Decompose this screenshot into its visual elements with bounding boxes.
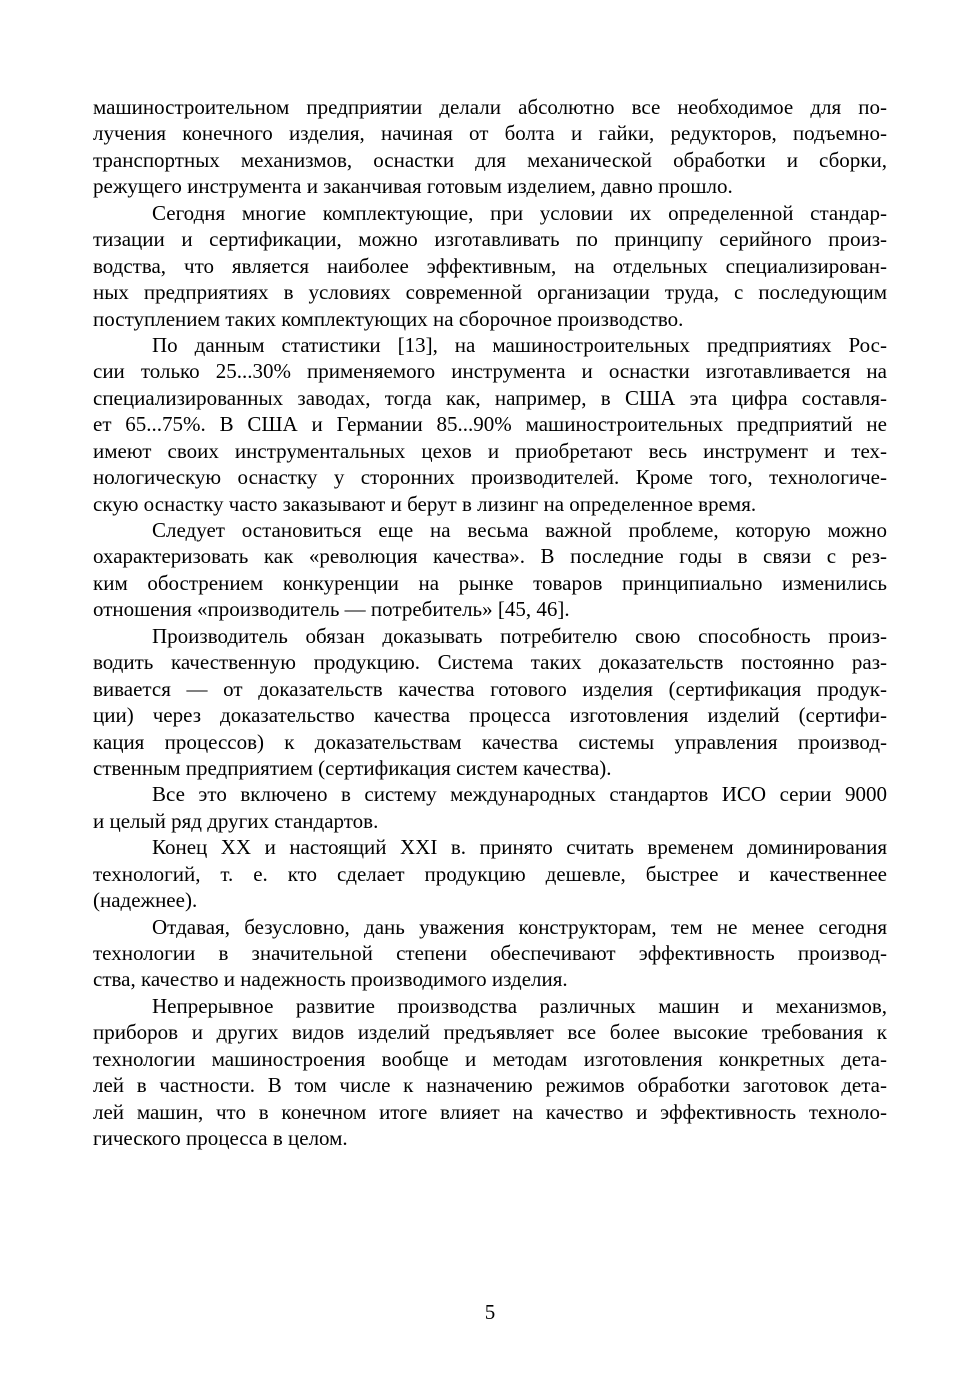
paragraph-line	[93, 1099, 887, 1125]
paragraph-line	[93, 834, 887, 860]
line-text: вивается — от доказательств качества готового изделия (сертификация продук-	[93, 676, 887, 701]
line-text: режущего инструмента и заканчивая готовым изделием, давно прошло.	[93, 174, 733, 199]
paragraph-line	[93, 570, 887, 596]
page-number: 5	[484, 1300, 496, 1324]
body-text	[93, 94, 887, 1152]
line-text: ных предприятиях в условиях современной организации труда, с последующим	[93, 280, 887, 305]
line-text: ства, качество и надежность производимого изделия.	[93, 967, 568, 992]
line-text: специализированных заводах, тогда как, например, в США эта цифра составля-	[93, 385, 887, 410]
line-text: технологии в значительной степени обеспечивают эффективность производ-	[93, 941, 887, 965]
line-text: лей в частности. В том числе к назначению режимов обработки заготовок дета-	[93, 1073, 887, 1098]
line-text: и целый ряд других стандартов.	[93, 808, 379, 833]
line-text: охарактеризовать как «революция качества». В последние годы в связи с рез-	[93, 544, 887, 569]
paragraph-line	[93, 781, 887, 807]
line-text: (надежнее).	[93, 888, 198, 913]
line-text: Конец XX и настоящий XXI в. принято считать временем доминирования	[152, 835, 887, 860]
paragraph-line	[93, 385, 887, 411]
line-text: поступлением таких комплектующих на сборочное производство.	[93, 306, 684, 331]
paragraph-line	[93, 623, 887, 649]
paragraph-line	[93, 914, 887, 940]
paragraph-line	[93, 411, 887, 437]
paragraph-line	[93, 438, 887, 464]
line-text: лей машин, что в конечном итоге влияет на качество и эффективность техноло-	[93, 1099, 887, 1124]
line-text: Сегодня многие комплектующие, при условии их определенной стандар-	[152, 200, 887, 225]
line-text: Производитель обязан доказывать потребителю свою способность произ-	[152, 623, 887, 648]
line-text: транспортных механизмов, оснастки для механической обработки и сборки,	[93, 147, 887, 172]
paragraph-line	[93, 755, 887, 781]
line-text: имеют своих инструментальных цехов и приобретают весь инструмент и тех-	[93, 438, 887, 463]
line-text: тизации и сертификации, можно изготавливать по принципу серийного произ-	[93, 227, 887, 252]
line-text: гического процесса в целом.	[93, 1126, 348, 1151]
paragraph-line	[93, 253, 887, 279]
paragraph-line	[93, 491, 887, 517]
paragraph-line	[93, 543, 887, 569]
line-text: ет 65...75%. В США и Германии 85...90% машиностроительных предприятий не	[93, 412, 887, 437]
paragraph-line	[93, 596, 887, 622]
paragraph-line	[93, 120, 887, 146]
line-text: ственным предприятием (сертификация систем качества).	[93, 755, 612, 780]
paragraph-line	[93, 993, 887, 1019]
paragraph-line	[93, 306, 887, 332]
line-text: нологическую оснастку у сторонних производителей. Кроме того, технологиче-	[93, 465, 887, 490]
line-text: водить качественную продукцию. Система таких доказательств постоянно раз-	[93, 650, 887, 675]
paragraph-line	[93, 940, 887, 966]
paragraph-line	[93, 649, 887, 675]
line-text: отношения «производитель — потребитель» [45, 46].	[93, 597, 570, 622]
line-text: Следует остановиться еще на весьма важной проблеме, которую можно	[152, 518, 887, 542]
line-text: Отдавая, безусловно, дань уважения конструкторам, тем не менее сегодня	[152, 914, 887, 939]
paragraph-line	[93, 1125, 887, 1151]
line-text: Все это включено в систему международных стандартов ИСО серии 9000	[152, 782, 887, 807]
paragraph-line	[93, 966, 887, 992]
paragraph-line	[93, 729, 887, 755]
paragraph-line	[93, 702, 887, 728]
line-text: сии только 25...30% применяемого инструмента и оснастки изготавливается на	[93, 359, 887, 384]
paragraph-line	[93, 1019, 887, 1045]
paragraph-line	[93, 676, 887, 702]
paragraph-line	[93, 887, 887, 913]
paragraph-line	[93, 226, 887, 252]
paragraph-line	[93, 464, 887, 490]
line-text: скую оснастку часто заказывают и берут в лизинг на определенное время.	[93, 491, 757, 516]
line-text: ции) через доказательство качества процесса изготовления изделий (сертифи-	[93, 703, 887, 728]
line-text: кация процессов) к доказательствам качества системы управления производ-	[93, 729, 887, 754]
line-text: технологий, т. е. кто сделает продукцию дешевле, быстрее и качественнее	[93, 861, 887, 886]
paragraph-line	[93, 808, 887, 834]
paragraph-line	[93, 1072, 887, 1098]
line-text: приборов и других видов изделий предъявляет все более высокие требования к	[93, 1020, 887, 1045]
paragraph-line	[93, 200, 887, 226]
paragraph-line	[93, 332, 887, 358]
paragraph-line	[93, 94, 887, 120]
paragraph-line	[93, 147, 887, 173]
paragraph-line	[93, 1046, 887, 1072]
paragraph-line	[93, 279, 887, 305]
line-text: Непрерывное развитие производства различных машин и механизмов,	[152, 993, 887, 1018]
line-text: машиностроительном предприятии делали абсолютно все необходимое для по-	[93, 95, 887, 119]
paragraph-line	[93, 173, 887, 199]
paragraph-line	[93, 861, 887, 887]
line-text: водства, что является наиболее эффективным, на отдельных специализирован-	[93, 253, 887, 278]
line-text: лучения конечного изделия, начиная от болта и гайки, редукторов, подъемно-	[93, 121, 887, 146]
paragraph-line	[93, 358, 887, 384]
line-text: По данным статистики [13], на машиностроительных предприятиях Рос-	[152, 332, 887, 357]
paragraph-line	[93, 517, 887, 543]
line-text: ким обострением конкуренции на рынке товаров принципиально изменились	[93, 570, 887, 595]
line-text: технологии машиностроения вообще и методам изготовления конкретных дета-	[93, 1046, 887, 1071]
